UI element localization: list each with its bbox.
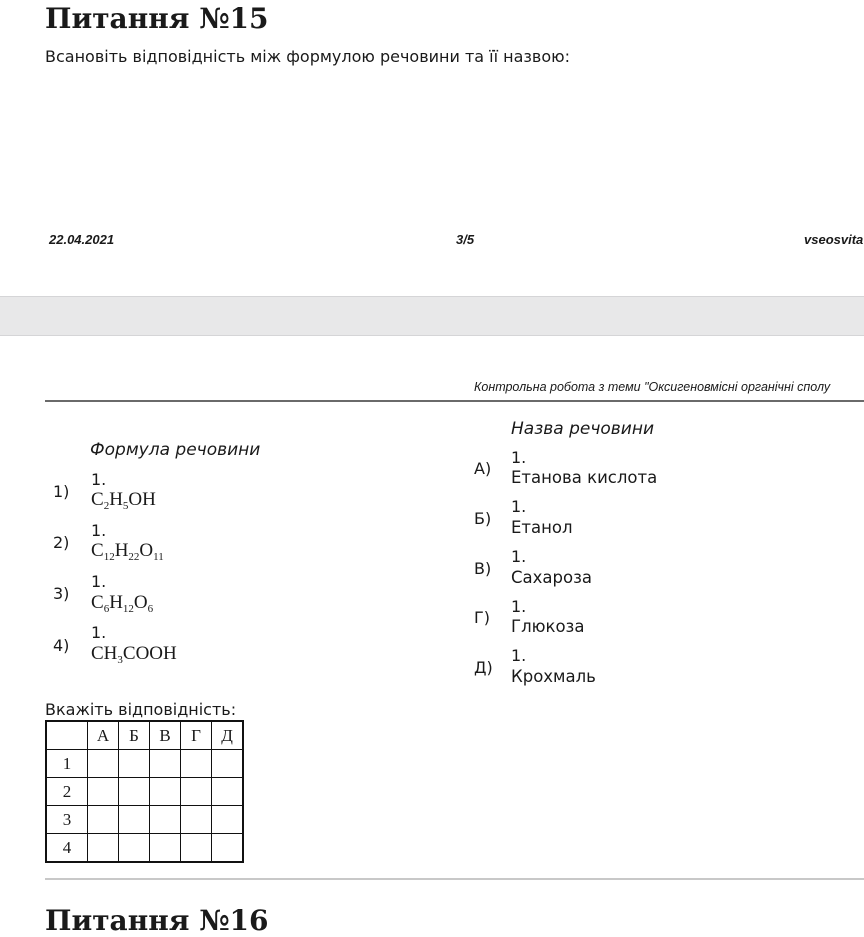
formula-marker-4: 4): [53, 636, 70, 655]
grid-answer-cell[interactable]: [150, 806, 181, 834]
grid-answer-cell[interactable]: [88, 750, 119, 778]
grid-answer-cell[interactable]: [88, 834, 119, 863]
grid-col-header: В: [150, 721, 181, 750]
grid-corner-cell: [46, 721, 88, 750]
name-num-g: 1.: [511, 597, 527, 616]
question-title: Питання №15: [45, 2, 269, 35]
grid-answer-cell[interactable]: [181, 778, 212, 806]
formula-num-3: 1.: [91, 572, 107, 591]
formula-marker-3: 3): [53, 584, 70, 603]
grid-col-header: Б: [119, 721, 150, 750]
header-divider: [45, 400, 864, 402]
formula-marker-1: 1): [53, 482, 70, 501]
grid-answer-cell[interactable]: [88, 806, 119, 834]
formula-4: $CH_3COOH$: [91, 643, 177, 666]
name-num-a: 1.: [511, 448, 527, 467]
footer-page-number: 3/5: [456, 232, 475, 247]
question-divider: [45, 878, 864, 880]
grid-row: [46, 778, 243, 806]
name-marker-d: Д): [474, 658, 493, 677]
formulas-heading: Формула речовини: [90, 440, 261, 460]
grid-answer-cell[interactable]: [119, 750, 150, 778]
grid-answer-cell[interactable]: [88, 778, 119, 806]
name-v: Сахароза: [511, 568, 592, 587]
grid-answer-cell[interactable]: [212, 778, 244, 806]
grid-answer-cell[interactable]: [119, 806, 150, 834]
grid-answer-cell[interactable]: [212, 750, 244, 778]
formula-2: $C_{12}H_{22}O_{11}$: [91, 540, 164, 563]
name-marker-b: Б): [474, 509, 492, 528]
name-a: Етанова кислота: [511, 468, 658, 487]
grid-col-header: А: [88, 721, 119, 750]
formula-num-1: 1.: [91, 470, 107, 489]
formula-num-4: 1.: [91, 623, 107, 642]
page-header: Контрольна робота з теми "Оксигеновмісні органічні сполу: [474, 380, 831, 394]
name-num-d: 1.: [511, 646, 527, 665]
grid-answer-cell[interactable]: [119, 834, 150, 863]
name-g: Глюкоза: [511, 617, 585, 636]
page-1: [0, 0, 864, 296]
name-marker-a: А): [474, 459, 492, 478]
answer-grid: [45, 720, 244, 863]
grid-answer-cell[interactable]: [150, 778, 181, 806]
grid-col-header: Г: [181, 721, 212, 750]
names-heading: Назва речовини: [511, 419, 655, 439]
grid-answer-cell[interactable]: [212, 834, 244, 863]
grid-header-row: [46, 721, 243, 750]
grid-answer-cell[interactable]: [150, 750, 181, 778]
next-question-title: Питання №16: [45, 904, 269, 937]
grid-answer-cell[interactable]: [181, 806, 212, 834]
question-instruction: Всановіть відповідність між формулою речовини та її назвою:: [45, 47, 571, 66]
formula-num-2: 1.: [91, 521, 107, 540]
answer-label: Вкажіть відповідність:: [45, 700, 237, 719]
name-b: Етанол: [511, 518, 573, 537]
grid-answer-cell[interactable]: [150, 834, 181, 863]
grid-row: [46, 806, 243, 834]
grid-row-header: 1: [46, 750, 88, 778]
footer-site: vseosvita: [804, 232, 864, 247]
formula-marker-2: 2): [53, 533, 70, 552]
footer-date: 22.04.2021: [49, 232, 115, 247]
grid-answer-cell[interactable]: [181, 750, 212, 778]
grid-row-header: 2: [46, 778, 88, 806]
grid-row-header: 4: [46, 834, 88, 863]
formula-3: $C_6H_{12}O_6$: [91, 592, 154, 615]
grid-row: [46, 834, 243, 863]
grid-row-header: 3: [46, 806, 88, 834]
name-num-v: 1.: [511, 547, 527, 566]
name-marker-g: Г): [474, 608, 490, 627]
name-num-b: 1.: [511, 497, 527, 516]
name-d: Крохмаль: [511, 667, 596, 686]
grid-col-header: Д: [212, 721, 244, 750]
formula-1: $C_2H_5OH$: [91, 489, 156, 512]
name-marker-v: В): [474, 559, 492, 578]
grid-answer-cell[interactable]: [119, 778, 150, 806]
grid-row: [46, 750, 243, 778]
grid-answer-cell[interactable]: [181, 834, 212, 863]
grid-answer-cell[interactable]: [212, 806, 244, 834]
page-gap: [0, 296, 864, 336]
